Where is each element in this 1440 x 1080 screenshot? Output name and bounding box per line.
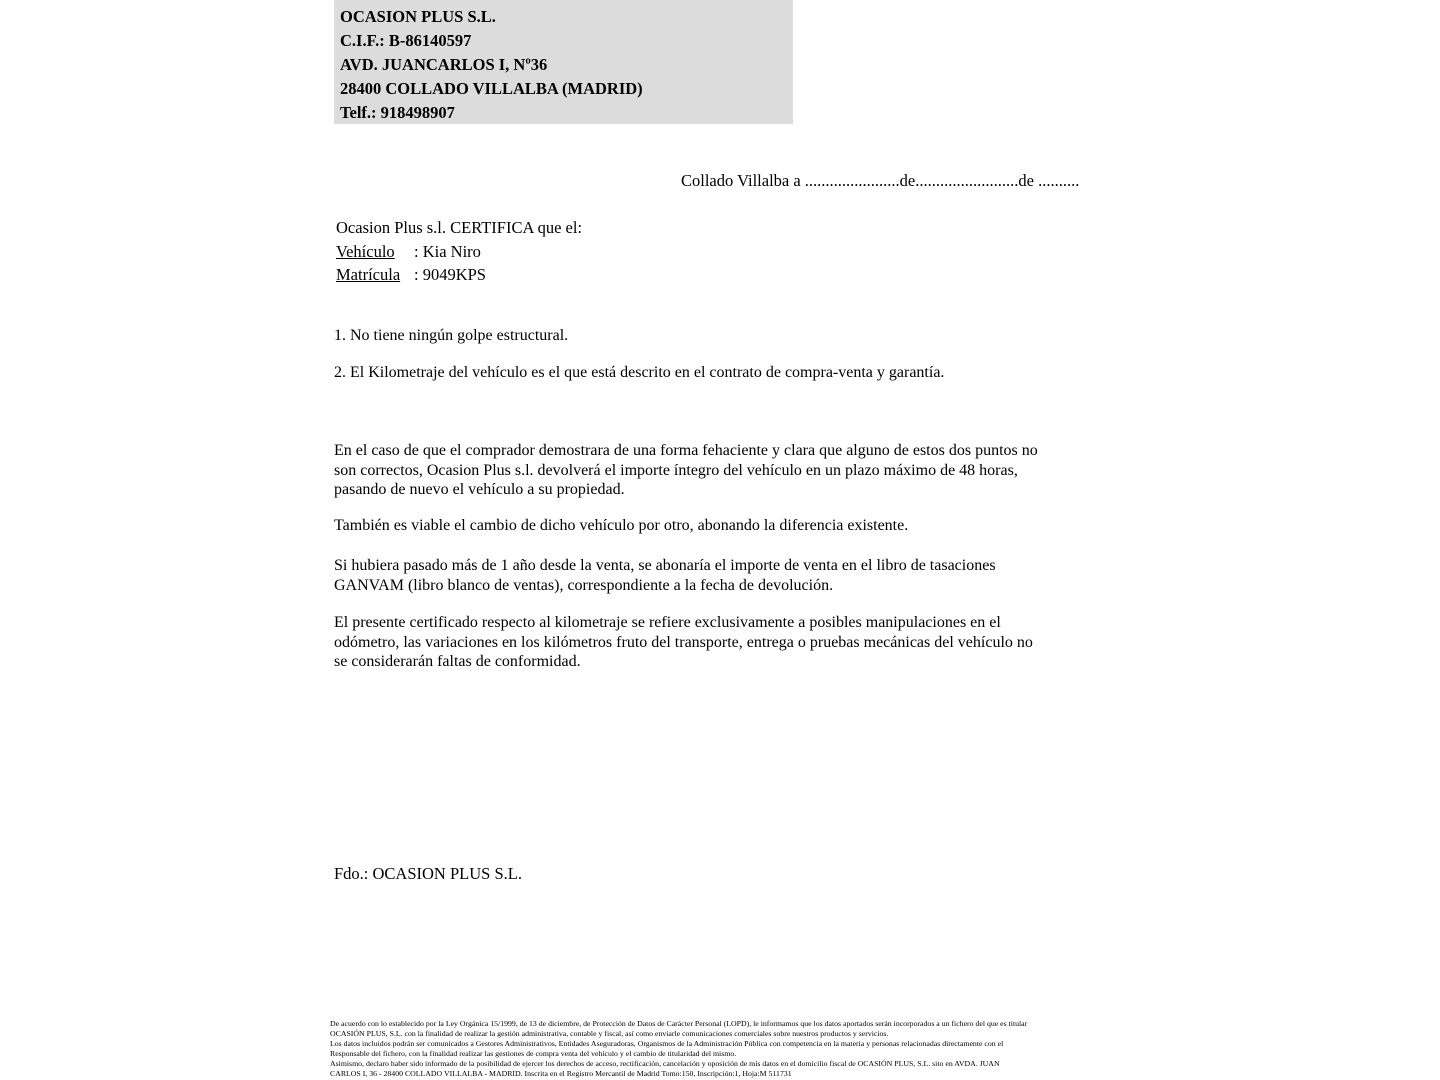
paragraph-refund-terms xyxy=(334,441,1038,500)
vehicle-value: : Kia Niro xyxy=(414,241,481,261)
plate-value: : 9049KPS xyxy=(414,265,486,284)
company-header-box xyxy=(334,0,793,124)
signature-line: Fdo.: OCASION PLUS S.L. xyxy=(334,864,522,883)
certification-block xyxy=(336,216,582,287)
legal-line: De acuerdo con lo establecido por la Ley Orgánica 15/1999, de 13 de diciembre, de Protección de Datos de Carácter Personal (LOPD), le informamos que los datos aportados serán incorporados a un fichero del que es titular xyxy=(330,1019,1028,1028)
paragraph-odometer-disclaimer xyxy=(334,613,1033,672)
legal-line: Los datos incluidos podrán ser comunicados a Gestores Administrativos, Entidades Aseguradoras, Organismos de la Administración Pública con competencia en la materia y personas relacionadas directamente con el xyxy=(330,1038,1004,1048)
paragraph-line: GANVAM (libro blanco de ventas), correspondiente a la fecha de devolución. xyxy=(334,576,834,594)
company-cif: C.I.F.: B-86140597 xyxy=(340,31,472,50)
paragraph-line: El presente certificado respecto al kilometraje se refiere exclusivamente a posibles manipulaciones en el xyxy=(334,614,1001,631)
paragraph-line: También es viable el cambio de dicho vehículo por otro, abonando la diferencia existente. xyxy=(334,517,909,534)
paragraph-line: odómetro, las variaciones en los kilómetros fruto del transporte, entrega o pruebas mecánicas del vehículo no xyxy=(334,633,1033,651)
legal-footer xyxy=(330,1019,1120,1078)
paragraph-ganvam-valuation xyxy=(334,556,996,595)
paragraph-line: se considerarán faltas de conformidad. xyxy=(334,653,581,671)
plate-row xyxy=(336,263,582,287)
certification-intro: Ocasion Plus s.l. CERTIFICA que el: xyxy=(336,218,583,237)
paragraph-line: Si hubiera pasado más de 1 año desde la venta, se abonaría el importe de venta en el libro de tasaciones xyxy=(334,557,996,574)
paragraph-line: son correctos, Ocasion Plus s.l. devolverá el importe íntegro del vehículo en un plazo máximo de 48 horas, xyxy=(334,461,1018,479)
company-city: 28400 COLLADO VILLALBA (MADRID) xyxy=(340,79,643,98)
date-line: Collado Villalba a .......................de.........................de .......... xyxy=(681,171,1080,190)
legal-line: Responsable del fichero, con la finalidad realizar las gestiones de compra venta del vehículo y el cambio de titularidad del mismo. xyxy=(330,1048,737,1058)
legal-line: CARLOS I, 36 - 28400 COLLADO VILLALBA - MADRID. Inscrita en el Registro Mercantil de Madrid Tomo:150, Inscripción:1, Hoja:M 511731 xyxy=(330,1068,792,1078)
legal-line: OCASIÓN PLUS, S.L. con la finalidad de realizar la gestión administrativa, contable y fiscal, así como enviarle comunicaciones comerciales sobre nuestros productos y servicios. xyxy=(330,1028,889,1038)
vehicle-label: Vehículo xyxy=(336,241,395,261)
certified-point-1: 1. No tiene ningún golpe estructural. xyxy=(334,327,569,344)
plate-label: Matrícula xyxy=(336,265,401,284)
vehicle-row xyxy=(336,240,582,264)
company-phone: Telf.: 918498907 xyxy=(340,103,455,122)
paragraph-exchange-option xyxy=(334,516,908,536)
certified-point-2: 2. El Kilometraje del vehículo es el que está descrito en el contrato de compra-venta y garantía. xyxy=(334,364,945,381)
company-name: OCASION PLUS S.L. xyxy=(340,7,496,26)
paragraph-line: En el caso de que el comprador demostrara de una forma fehaciente y clara que alguno de estos dos puntos no xyxy=(334,442,1038,459)
company-address: AVD. JUANCARLOS I, Nº36 xyxy=(340,55,548,74)
paragraph-line: pasando de nuevo el vehículo a su propiedad. xyxy=(334,481,625,499)
legal-line: Asimismo, declaro haber sido informado de la posibilidad de ejercer los derechos de acceso, rectificación, cancelación y oposición de mis datos en el domicilio fiscal de OCASIÓN PLUS, S.L. sito en AVDA. JUAN xyxy=(330,1058,1000,1068)
